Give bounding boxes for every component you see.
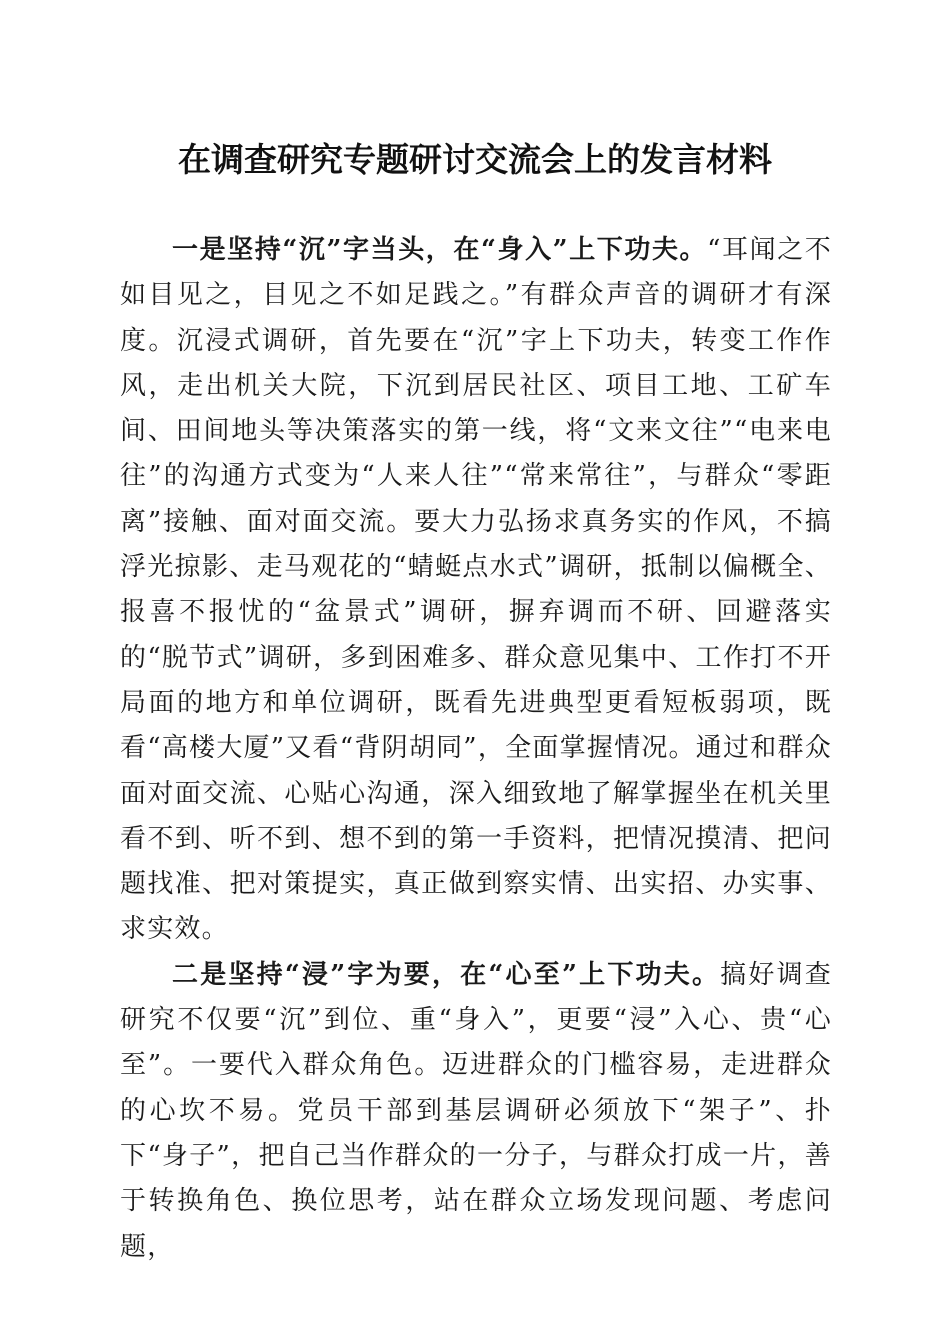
paragraph-2	[120, 953, 832, 1270]
paragraph-1-lead: 一是坚持“沉”字当头，在“身入”上下功夫。	[172, 235, 708, 265]
paragraph-2-lead: 二是坚持“浸”字为要，在“心至”上下功夫。	[172, 959, 721, 990]
document-title: 在调查研究专题研讨交流会上的发言材料	[178, 140, 772, 179]
paragraph-2-text: 搞好调查研究不仅要“沉”到位、重“身入”，更要“浸”入心、贵“心至”。一要代入群众角色。迈进群众的门槛容易，走进群众的心坎不易。党员干部到基层调研必须放下“架子”、扑下“身子”，把自己当作群众的一分子，与群众打成一片，善于转换角色、换位思考，站在群众立场发现问题、考虑问题，	[120, 959, 832, 1262]
paragraph-1-text: “耳闻之不如目见之，目见之不如足践之。”有群众声音的调研才有深度。沉浸式调研，首先要在“沉”字上下功夫，转变工作作风，走出机关大院，下沉到居民社区、项目工地、工矿车间、田间地头等决策落实的第一线，将“文来文往”“电来电往”的沟通方式变为“人来人往”“常来常往”，与群众“零距离”接触、面对面交流。要大力弘扬求真务实的作风，不搞浮光掠影、走马观花的“蜻蜓点水式”调研，抵制以偏概全、报喜不报忧的“盆景式”调研，摒弃调而不研、回避落实的“脱节式”调研，多到困难多、群众意见集中、工作打不开局面的地方和单位调研，既看先进典型更看短板弱项，既看“高楼大厦”又看“背阴胡同”，全面掌握情况。通过和群众面对面交流、心贴心沟通，深入细致地了解掌握坐在机关里看不到、听不到、想不到的第一手资料，把情况摸清、把问题找准、把对策提实，真正做到察实情、出实招、办实事、求实效。	[120, 235, 832, 945]
paragraph-1	[120, 228, 832, 953]
document-body	[120, 228, 832, 1270]
